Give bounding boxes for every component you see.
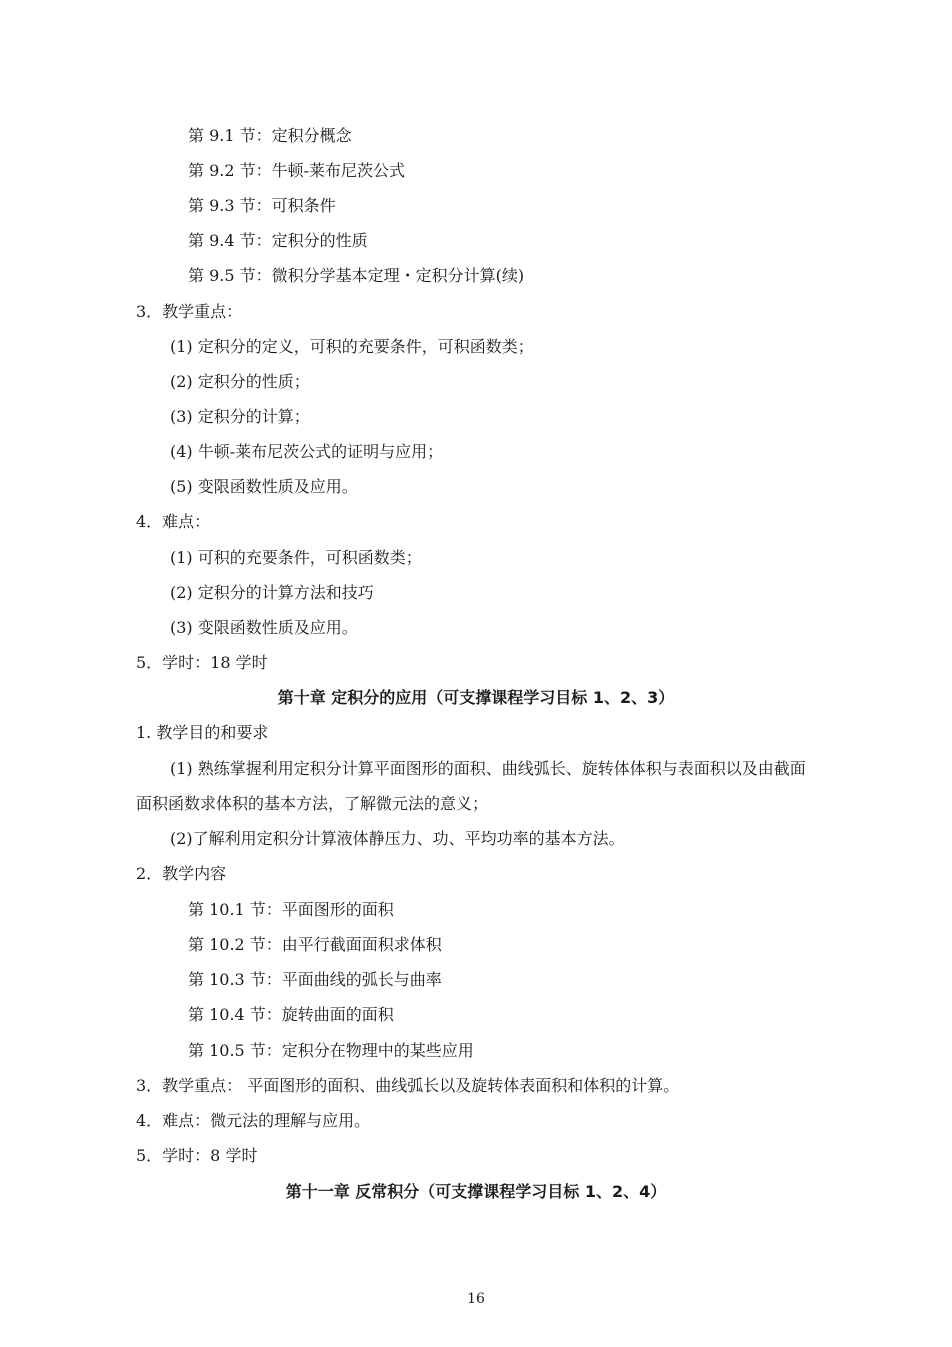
chapter-10-hours: 5．学时：8 学时: [136, 1146, 258, 1165]
key-point-item: (2) 定积分的性质；: [170, 372, 310, 391]
difficulty-item: (3) 变限函数性质及应用。: [170, 618, 358, 637]
section-9-3: 第 9.3 节：可积条件: [188, 196, 336, 215]
section-10-4: 第 10.4 节：旋转曲面的面积: [188, 1005, 394, 1024]
difficulty-item: (1) 可积的充要条件，可积函数类；: [170, 548, 422, 567]
difficulty-item: (2) 定积分的计算方法和技巧: [170, 583, 374, 602]
section-9-5: 第 9.5 节：微积分学基本定理・定积分计算(续): [188, 266, 525, 285]
chapter-10-difficulties: 4．难点：微元法的理解与应用。: [136, 1111, 371, 1130]
key-points-heading: 3．教学重点：: [136, 302, 243, 321]
section-10-3: 第 10.3 节：平面曲线的弧长与曲率: [188, 970, 442, 989]
key-point-item: (1) 定积分的定义，可积的充要条件，可积函数类；: [170, 337, 534, 356]
section-9-1: 第 9.1 节：定积分概念: [188, 126, 352, 145]
section-10-5: 第 10.5 节：定积分在物理中的某些应用: [188, 1041, 474, 1060]
chapter-10-key-points: 3．教学重点： 平面图形的面积、曲线弧长以及旋转体表面积和体积的计算。: [136, 1076, 680, 1095]
page-number: 16: [467, 1291, 485, 1307]
goal-1-line-1: (1) 熟练掌握利用定积分计算平面图形的面积、曲线弧长、旋转体体积与表面积以及由截面: [170, 759, 806, 778]
section-10-2: 第 10.2 节：由平行截面面积求体积: [188, 935, 442, 954]
teaching-goals-heading: 1. 教学目的和要求: [136, 723, 269, 742]
teaching-content-heading: 2．教学内容: [136, 864, 227, 883]
chapter-10-title: 第十章 定积分的应用（可支撑课程学习目标 1、2、3）: [277, 688, 675, 707]
section-9-4: 第 9.4 节：定积分的性质: [188, 231, 368, 250]
hours-line: 5．学时：18 学时: [136, 653, 268, 672]
key-point-item: (5) 变限函数性质及应用。: [170, 477, 358, 496]
difficulties-heading: 4．难点：: [136, 512, 211, 531]
goal-2: (2)了解利用定积分计算液体静压力、功、平均功率的基本方法。: [170, 829, 625, 848]
key-point-item: (4) 牛顿-莱布尼茨公式的证明与应用；: [170, 442, 444, 461]
goal-1-line-2: 面积函数求体积的基本方法，了解微元法的意义；: [136, 794, 489, 813]
section-9-2: 第 9.2 节：牛顿-莱布尼茨公式: [188, 161, 406, 180]
section-10-1: 第 10.1 节：平面图形的面积: [188, 900, 394, 919]
chapter-11-title: 第十一章 反常积分（可支撑课程学习目标 1、2、4）: [285, 1182, 667, 1201]
key-point-item: (3) 定积分的计算；: [170, 407, 310, 426]
